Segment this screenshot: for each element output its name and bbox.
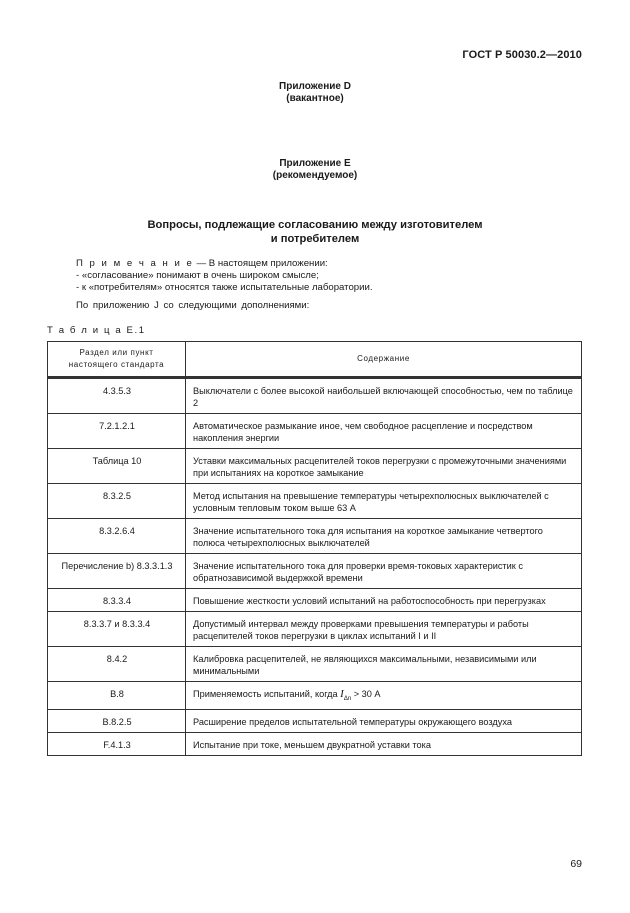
col-header-content: Содержание — [186, 342, 582, 378]
row-section: 8.4.2 — [48, 647, 186, 682]
table-header-row — [48, 342, 582, 378]
row-content: Автоматическое размыкание иное, чем свободное расцепление и посредством накопления энергии — [186, 414, 582, 449]
note-intro-text: — В настоящем приложении: — [193, 258, 328, 269]
note-item-2: - к «потребителям» относятся также испытательные лаборатории. — [76, 282, 373, 293]
col-header-section: Раздел или пункт настоящего стандарта — [48, 342, 186, 378]
row-content: Испытание при токе, меньшем двукратной уставки тока — [186, 732, 582, 755]
table-caption: Т а б л и ц а Е.1 — [47, 325, 146, 336]
table-row — [48, 519, 582, 554]
row-section: 8.3.3.7 и 8.3.3.4 — [48, 612, 186, 647]
table-row — [48, 449, 582, 484]
row-content: Допустимый интервал между проверками превышения температуры и работы расцепителей токов перегрузки в циклах испытаний I и II — [186, 612, 582, 647]
row-section: Перечисление b) 8.3.3.1.3 — [48, 554, 186, 589]
section-title — [0, 218, 630, 246]
row-content: Калибровка расцепителей, не являющихся максимальными, независимыми или минимальными — [186, 647, 582, 682]
appendix-e-subtitle: (рекомендуемое) — [272, 170, 358, 181]
current-subscript: Δn — [343, 695, 352, 702]
table-row — [48, 589, 582, 612]
row-section: 8.3.2.5 — [48, 484, 186, 519]
row-section: Таблица 10 — [48, 449, 186, 484]
table-row — [48, 554, 582, 589]
table-row — [48, 612, 582, 647]
table-row — [48, 732, 582, 755]
row-section: 7.2.1.2.1 — [48, 414, 186, 449]
row-content-pre: Применяемость испытаний, когда — [193, 689, 341, 699]
row-section: F.4.1.3 — [48, 732, 186, 755]
row-content: Уставки максимальных расцепителей токов перегрузки с промежуточными значениями при испытаниях на короткое замыкание — [186, 449, 582, 484]
row-section: 4.3.5.3 — [48, 379, 186, 414]
page-number: 69 — [570, 858, 582, 870]
row-content: Выключатели с более высокой наибольшей включающей способностью, чем по таблице 2 — [186, 379, 582, 414]
row-content: Метод испытания на превышение температуры четырехполюсных выключателей с условным тепловым током выше 63 А — [186, 484, 582, 519]
row-section: В.8 — [48, 682, 186, 710]
current-symbol: I — [340, 688, 344, 700]
row-content: Значение испытательного тока для испытания на короткое замыкание четвертого полюса четырехполюсных выключателей — [186, 519, 582, 554]
section-title-line1: Вопросы, подлежащие согласованию между изготовителем — [147, 219, 483, 231]
appendix-d-heading — [0, 81, 630, 105]
row-section: В.8.2.5 — [48, 709, 186, 732]
table-row — [48, 682, 582, 710]
table-row — [48, 709, 582, 732]
row-section: 8.3.2.6.4 — [48, 519, 186, 554]
appendix-e-heading — [0, 158, 630, 182]
table-row — [48, 379, 582, 414]
table-row — [48, 414, 582, 449]
intro-paragraph: По приложению J со следующими дополнениями: — [76, 300, 310, 311]
table-row — [48, 647, 582, 682]
note-label: П р и м е ч а н и е — [76, 258, 194, 269]
requirements-table — [47, 341, 582, 756]
standard-number: ГОСТ Р 50030.2—2010 — [462, 49, 582, 61]
row-content: Расширение пределов испытательной температуры окружающего воздуха — [186, 709, 582, 732]
row-content — [186, 682, 582, 710]
note-item-1: - «согласование» понимают в очень широком смысле; — [76, 270, 319, 281]
row-section: 8.3.3.4 — [48, 589, 186, 612]
appendix-e-title: Приложение Е — [279, 158, 351, 169]
row-content: Повышение жесткости условий испытаний на работоспособность при перегрузках — [186, 589, 582, 612]
table-row — [48, 484, 582, 519]
row-content-post: > 30 А — [351, 689, 381, 699]
note-intro — [76, 258, 373, 270]
note-block — [76, 258, 373, 294]
appendix-d-title: Приложение D — [279, 81, 351, 92]
section-title-line2: и потребителем — [270, 233, 360, 245]
appendix-d-subtitle: (вакантное) — [286, 93, 344, 104]
row-content: Значение испытательного тока для проверки время-токовых характеристик с обратнозависимой выдержкой времени — [186, 554, 582, 589]
